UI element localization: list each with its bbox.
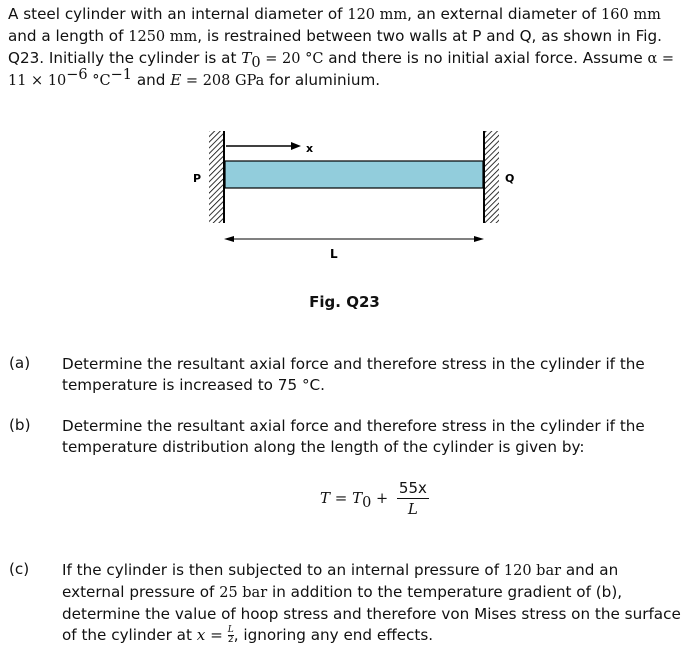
intro-text: and there is no initial axial force. Assume: [323, 49, 648, 67]
length-dimension: [224, 236, 484, 242]
modulus-symbol: E: [170, 71, 182, 89]
question-a-text: Determine the resultant axial force and therefore stress in the cylinder if the temperature is increased to 75 °C.: [62, 355, 645, 394]
temperature-equation: [320, 478, 429, 519]
fraction-denominator: L: [407, 500, 418, 518]
t0-subscript: 0: [251, 55, 261, 72]
intro-text: and a length of: [8, 27, 129, 45]
internal-diameter: 120 mm: [347, 7, 408, 23]
question-b-text: Determine the resultant axial force and therefore stress in the cylinder if the temperature distribution along the length of the cylinder is given by:: [62, 417, 645, 456]
equation-fraction: [397, 478, 429, 519]
question-c-text: [62, 560, 684, 646]
wall-q: [484, 131, 499, 223]
alpha-unit: °C: [87, 73, 111, 89]
intro-text: and: [132, 71, 171, 89]
equation-plus: +: [371, 491, 389, 507]
intro-text: , is restrained between two walls at P and Q, as shown in Fig. Q23. Initially the cylinder is at: [8, 27, 662, 67]
question-a-label: (a): [9, 354, 31, 372]
equation-subscript: 0: [362, 495, 372, 511]
t0-symbol: T: [241, 49, 252, 67]
question-c-segment: in addition to the temperature gradient of (b), determine the value of hoop stress and therefore von Mises stress on the surface of the cylinder at: [62, 583, 681, 644]
cylinder-length: 1250 mm: [128, 29, 198, 45]
fraction-numerator: 55x: [398, 479, 427, 497]
cylinder-diagram: [0, 120, 689, 260]
problem-statement: [8, 4, 684, 92]
cylinder-bar: [225, 161, 483, 188]
wall-p: [209, 131, 224, 223]
x-equals: x =: [196, 626, 228, 644]
p-label: P: [193, 172, 202, 185]
question-b-label: (b): [9, 416, 31, 434]
external-pressure: 25 bar: [219, 585, 268, 601]
figure-caption: Fig. Q23: [309, 293, 380, 311]
external-diameter: 160 mm: [601, 7, 661, 23]
intro-text: for aluminium.: [264, 71, 381, 89]
t0-value: = 20 °C: [260, 51, 324, 67]
equation-lhs: T = T: [320, 489, 363, 507]
question-c-segment: If the cylinder is then subjected to an internal pressure of: [62, 561, 504, 579]
internal-pressure: 120 bar: [503, 563, 562, 579]
alpha-unit-exponent: −1: [110, 66, 132, 83]
question-c-label: (c): [9, 560, 30, 578]
question-c-segment: and an external pressure of: [62, 561, 619, 601]
length-label: L: [330, 247, 338, 260]
alpha-value: α = 11 × 10: [8, 51, 675, 89]
q-label: Q: [505, 172, 515, 185]
half-fraction-numerator: L: [227, 625, 234, 635]
intro-text: A steel cylinder with an internal diameter of: [8, 5, 348, 23]
x-label: x: [306, 142, 314, 155]
alpha-exponent: −6: [66, 66, 88, 83]
x-direction-arrow: [226, 142, 301, 150]
half-fraction-denominator: 2: [227, 635, 234, 645]
modulus-value: = 208 GPa: [181, 73, 265, 89]
intro-text: , an external diameter of: [407, 5, 602, 23]
question-c-segment: , ignoring any end effects.: [233, 626, 434, 644]
